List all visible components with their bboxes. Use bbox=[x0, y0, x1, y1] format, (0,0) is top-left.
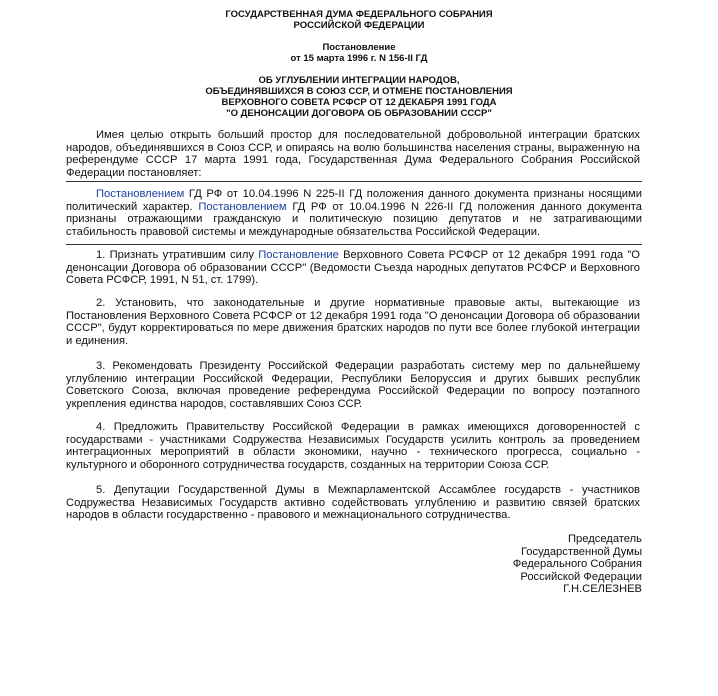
signature-line-2: Государственной Думы bbox=[520, 545, 642, 558]
issuer-header bbox=[0, 9, 718, 31]
title-line-1: ОБ УГЛУБЛЕНИИ ИНТЕГРАЦИИ НАРОДОВ, bbox=[258, 75, 460, 86]
item-4-text: 4. Предложить Правительству Российской Федерации в рамках имеющихся договоренностей с государствами - участниками Содружества Независимых Государств усилить контроль за проведением интеграционных мероприятий в области экономики, научно - технического прогресса, социально - культурного и оборонного сотрудничества государств, созданных на территории Союза ССР. bbox=[66, 421, 640, 471]
title-line-3: ВЕРХОВНОГО СОВЕТА РСФСР ОТ 12 ДЕКАБРЯ 1991 ГОДА bbox=[221, 97, 497, 108]
signature-line-4: Российской Федерации bbox=[520, 570, 642, 583]
item-1-post: Верховного Совета РСФСР от 12 декабря 1991 года "О денонсации Договора об образовании СССР" (Ведомости Съезда народных депутатов РСФСР и Верховного Совета РСФСР, 1991, N 51, ст. 1799). bbox=[66, 249, 640, 287]
issuer-line-2: РОССИЙСКОЙ ФЕДЕРАЦИИ bbox=[293, 20, 425, 31]
notice-link-1[interactable]: Постановлением bbox=[96, 188, 185, 200]
document-date-number: от 15 марта 1996 г. N 156-II ГД bbox=[290, 53, 428, 64]
item-3-paragraph bbox=[66, 360, 640, 410]
preamble-text: Имея целью открыть больший простор для последовательной добровольной интеграции братских народов, объединявшихся в Союз ССР, и опираясь на волю большинства населения страны, выраженную на референдуме СССР 17 марта 1991 года, Государственная Дума Федерального Собрания Российской Федерации постановляет: bbox=[66, 129, 640, 179]
item-2-text: 2. Установить, что законодательные и другие нормативные правовые акты, вытекающие из Постановления Верховного Совета РСФСР от 12 декабря 1991 года "О денонсации Договора об образовании СССР", будут корректироваться по мере движения братских народов по пути все более глубокой интеграции и единения. bbox=[66, 297, 640, 347]
item-5-text: 5. Депутации Государственной Думы в Межпарламентской Ассамблее государств - участников Содружества Независимых Государств активно содействовать углублению и развитию связей братских народов в области государственно - правового и межнационального сотрудничества. bbox=[66, 484, 640, 522]
document-title bbox=[0, 75, 718, 119]
title-line-2: ОБЪЕДИНЯВШИХСЯ В СОЮЗ ССР, И ОТМЕНЕ ПОСТАНОВЛЕНИЯ bbox=[205, 86, 513, 97]
item-3-text: 3. Рекомендовать Президенту Российской Федерации разработать систему мер по дальнейшему углублению интеграции Российской Федерации, Республики Белоруссия и других бывших республик Советского Союза, включая проведение референдума Российской Федерации по вопросу поэтапного укрепления единства народов, составлявших Союз ССР. bbox=[66, 360, 640, 410]
editorial-notice bbox=[66, 181, 642, 245]
item-1-text bbox=[66, 249, 640, 287]
item-1-pre: 1. Признать утратившим силу bbox=[96, 249, 259, 261]
item-1-paragraph bbox=[66, 249, 640, 287]
signature-line-3: Федерального Собрания bbox=[512, 558, 642, 571]
document-type-block bbox=[0, 42, 718, 64]
item-5-paragraph bbox=[66, 484, 640, 522]
signature-block bbox=[422, 533, 642, 596]
signature-name: Г.Н.СЕЛЕЗНЕВ bbox=[563, 583, 642, 596]
notice-text-2: ГД РФ от 10.04.1996 N 226-II ГД положения данного документа признаны отражающими гражданскую и политическую позицию депутатов и не затрагивающими стабильность правовой системы и международные обязательства Российской Федерации. bbox=[66, 200, 642, 238]
title-line-4: "О ДЕНОНСАЦИИ ДОГОВОРА ОБ ОБРАЗОВАНИИ СССР" bbox=[226, 108, 492, 119]
notice-text bbox=[66, 188, 642, 238]
preamble-paragraph bbox=[66, 129, 640, 179]
item-4-paragraph bbox=[66, 421, 640, 471]
issuer-line-1: ГОСУДАРСТВЕННАЯ ДУМА ФЕДЕРАЛЬНОГО СОБРАНИЯ bbox=[225, 9, 493, 20]
item-2-paragraph bbox=[66, 297, 640, 347]
document-type: Постановление bbox=[322, 42, 396, 53]
signature-line-1: Председатель bbox=[567, 533, 642, 545]
item-1-link[interactable]: Постановление bbox=[258, 249, 339, 261]
notice-text-1: ГД РФ от 10.04.1996 N 225-II ГД положения данного документа признаны носящими политический характер. bbox=[66, 188, 642, 213]
notice-link-2[interactable]: Постановлением bbox=[198, 200, 287, 213]
